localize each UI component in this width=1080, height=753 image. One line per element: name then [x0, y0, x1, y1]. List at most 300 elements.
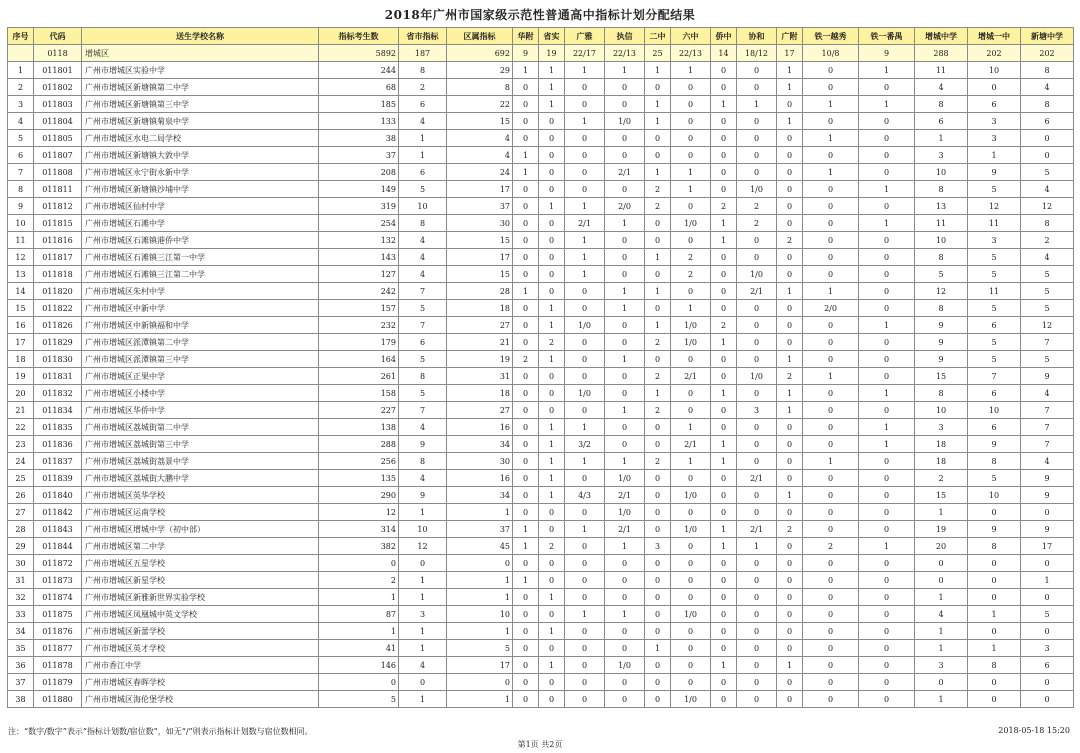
table-cell: 广州市增城区实验中学 — [82, 62, 319, 79]
table-cell: 广州市增城区正果中学 — [82, 368, 319, 385]
table-cell: 广州市增城区运南学校 — [82, 504, 319, 521]
table-cell: 0 — [777, 334, 803, 351]
table-cell: 0 — [539, 215, 565, 232]
table-cell: 1/0 — [605, 657, 645, 674]
table-cell: 31 — [8, 572, 34, 589]
table-cell: 0 — [565, 181, 605, 198]
table-cell: 1/0 — [565, 385, 605, 402]
table-cell: 31 — [447, 368, 513, 385]
table-cell: 2 — [645, 368, 671, 385]
table-cell: 8 — [1021, 62, 1074, 79]
table-row — [8, 487, 1074, 504]
table-cell: 0 — [803, 385, 859, 402]
table-cell: 0 — [539, 130, 565, 147]
table-cell: 24 — [447, 164, 513, 181]
table-cell: 4 — [915, 606, 968, 623]
table-cell: 185 — [319, 96, 399, 113]
table-cell: 0 — [711, 368, 737, 385]
table-cell: 3 — [915, 419, 968, 436]
table-row — [8, 606, 1074, 623]
table-cell: 18/12 — [737, 45, 777, 62]
table-row — [8, 317, 1074, 334]
table-cell: 2/1 — [671, 436, 711, 453]
table-cell: 0 — [859, 249, 915, 266]
table-cell: 广州市增城区石滩镇三江第二中学 — [82, 266, 319, 283]
table-cell: 4 — [1021, 79, 1074, 96]
table-cell: 011805 — [34, 130, 82, 147]
table-cell: 0 — [711, 402, 737, 419]
table-cell: 1 — [968, 606, 1021, 623]
table-cell: 0 — [711, 589, 737, 606]
table-cell: 1 — [859, 96, 915, 113]
table-cell: 1 — [1021, 572, 1074, 589]
table-cell: 1 — [711, 96, 737, 113]
table-cell: 0 — [803, 657, 859, 674]
table-row — [8, 266, 1074, 283]
table-cell: 1 — [671, 62, 711, 79]
table-cell: 1 — [859, 419, 915, 436]
table-cell: 2/1 — [605, 164, 645, 181]
table-cell: 6 — [399, 334, 447, 351]
table-cell: 6 — [1021, 657, 1074, 674]
table-cell — [8, 45, 34, 62]
table-cell: 011842 — [34, 504, 82, 521]
table-cell: 0 — [777, 419, 803, 436]
table-cell: 0 — [777, 181, 803, 198]
table-cell: 0 — [1021, 691, 1074, 708]
table-cell: 0 — [737, 623, 777, 640]
table-cell: 138 — [319, 419, 399, 436]
table-cell: 1/0 — [737, 181, 777, 198]
table-cell: 011880 — [34, 691, 82, 708]
table-cell: 011822 — [34, 300, 82, 317]
table-cell: 0 — [803, 181, 859, 198]
table-cell: 0 — [711, 300, 737, 317]
table-row — [8, 589, 1074, 606]
table-cell: 0 — [565, 589, 605, 606]
table-cell: 15 — [915, 487, 968, 504]
table-cell: 1 — [968, 147, 1021, 164]
table-cell: 1 — [319, 589, 399, 606]
table-cell: 0 — [777, 198, 803, 215]
table-cell: 0 — [711, 470, 737, 487]
table-cell: 12 — [8, 249, 34, 266]
table-cell: 1 — [513, 164, 539, 181]
table-cell: 33 — [8, 606, 34, 623]
table-cell: 1 — [539, 79, 565, 96]
table-cell: 0 — [859, 113, 915, 130]
table-cell: 1 — [777, 385, 803, 402]
table-cell: 0 — [777, 470, 803, 487]
table-cell: 3 — [645, 538, 671, 555]
table-cell: 5 — [1021, 164, 1074, 181]
table-cell: 增城区 — [82, 45, 319, 62]
footnote: 注：“数字/数字”表示“指标计划数/宿位数”，如无“/”则表示指标计划数与宿位数相同。 — [8, 727, 313, 736]
table-cell: 1/0 — [605, 470, 645, 487]
table-cell: 0 — [645, 504, 671, 521]
table-cell: 0 — [711, 249, 737, 266]
table-cell: 5 — [968, 249, 1021, 266]
table-cell: 0 — [803, 79, 859, 96]
table-cell: 0 — [605, 79, 645, 96]
table-cell: 4 — [915, 79, 968, 96]
table-cell: 9 — [1021, 487, 1074, 504]
table-cell: 0 — [671, 555, 711, 572]
column-header: 广附 — [777, 28, 803, 45]
table-cell: 34 — [447, 436, 513, 453]
table-cell: 2/0 — [803, 300, 859, 317]
table-cell: 0 — [319, 674, 399, 691]
table-cell: 692 — [447, 45, 513, 62]
table-cell: 0 — [859, 198, 915, 215]
table-cell: 0 — [859, 300, 915, 317]
table-cell: 28 — [447, 283, 513, 300]
table-cell: 0 — [565, 674, 605, 691]
table-cell: 35 — [8, 640, 34, 657]
table-row — [8, 198, 1074, 215]
table-cell: 0 — [711, 113, 737, 130]
table-cell: 10/8 — [803, 45, 859, 62]
table-cell: 1 — [777, 487, 803, 504]
table-cell: 0 — [513, 555, 539, 572]
table-cell: 0 — [737, 419, 777, 436]
table-cell: 135 — [319, 470, 399, 487]
table-cell: 5 — [968, 351, 1021, 368]
table-cell: 28 — [8, 521, 34, 538]
table-cell: 7 — [1021, 436, 1074, 453]
table-cell: 0 — [859, 147, 915, 164]
table-cell: 1 — [915, 691, 968, 708]
table-cell: 1 — [711, 521, 737, 538]
table-cell: 1 — [671, 164, 711, 181]
table-cell: 1 — [777, 113, 803, 130]
table-cell: 10 — [915, 402, 968, 419]
table-cell: 1 — [399, 147, 447, 164]
table-cell: 0 — [777, 453, 803, 470]
table-row — [8, 657, 1074, 674]
table-cell: 1 — [539, 351, 565, 368]
table-cell: 1 — [399, 130, 447, 147]
table-cell: 5 — [1021, 351, 1074, 368]
table-row — [8, 419, 1074, 436]
table-cell: 0 — [777, 538, 803, 555]
table-cell: 0 — [968, 555, 1021, 572]
table-cell: 1 — [605, 606, 645, 623]
table-cell: 149 — [319, 181, 399, 198]
table-cell: 011801 — [34, 62, 82, 79]
table-cell: 1 — [711, 215, 737, 232]
table-cell: 5 — [399, 300, 447, 317]
table-cell: 1 — [539, 300, 565, 317]
table-cell: 0 — [645, 147, 671, 164]
table-cell: 0 — [539, 181, 565, 198]
table-cell: 广州市增城区小楼中学 — [82, 385, 319, 402]
table-cell: 广州市增城区英华学校 — [82, 487, 319, 504]
table-cell: 011829 — [34, 334, 82, 351]
column-header: 省市指标 — [399, 28, 447, 45]
table-cell: 0 — [777, 317, 803, 334]
table-cell: 广州市增城区石滩镇三江第一中学 — [82, 249, 319, 266]
table-cell: 202 — [1021, 45, 1074, 62]
table-cell: 1 — [565, 521, 605, 538]
table-cell: 1 — [737, 538, 777, 555]
table-row — [8, 300, 1074, 317]
table-cell: 1 — [539, 96, 565, 113]
table-cell: 18 — [915, 453, 968, 470]
table-cell: 8 — [1021, 96, 1074, 113]
table-cell: 0 — [737, 147, 777, 164]
table-cell: 1 — [645, 249, 671, 266]
table-cell: 1 — [399, 589, 447, 606]
table-cell: 0 — [671, 113, 711, 130]
table-cell: 34 — [447, 487, 513, 504]
table-cell: 0 — [565, 79, 605, 96]
table-cell: 0 — [737, 555, 777, 572]
table-row — [8, 640, 1074, 657]
table-cell: 15 — [447, 266, 513, 283]
table-cell: 0 — [565, 368, 605, 385]
table-cell: 15 — [8, 300, 34, 317]
table-cell: 0 — [513, 504, 539, 521]
table-cell: 0 — [803, 198, 859, 215]
table-cell: 0 — [513, 402, 539, 419]
table-cell: 2/1 — [605, 487, 645, 504]
table-cell: 0 — [565, 334, 605, 351]
table-cell: 1 — [513, 538, 539, 555]
table-cell: 0 — [565, 300, 605, 317]
table-cell: 0 — [645, 589, 671, 606]
table-cell: 11 — [968, 215, 1021, 232]
table-cell: 011808 — [34, 164, 82, 181]
table-cell: 29 — [8, 538, 34, 555]
table-cell: 广州市增城区荔城街第三中学 — [82, 436, 319, 453]
table-cell: 1 — [711, 334, 737, 351]
table-cell: 0 — [399, 555, 447, 572]
table-cell: 0 — [605, 555, 645, 572]
table-cell: 0 — [513, 232, 539, 249]
table-cell: 3 — [968, 232, 1021, 249]
table-cell: 11 — [915, 62, 968, 79]
total-row — [8, 45, 1074, 62]
table-cell: 1 — [605, 453, 645, 470]
table-cell: 1/0 — [671, 521, 711, 538]
table-cell: 2 — [1021, 232, 1074, 249]
table-cell: 1 — [539, 657, 565, 674]
table-cell: 0 — [803, 317, 859, 334]
table-cell: 0 — [671, 538, 711, 555]
table-cell: 9 — [915, 334, 968, 351]
table-cell: 1 — [539, 470, 565, 487]
table-cell: 2 — [539, 538, 565, 555]
table-cell: 0 — [711, 147, 737, 164]
table-cell: 1 — [645, 164, 671, 181]
table-cell: 14 — [8, 283, 34, 300]
table-cell: 2/1 — [565, 215, 605, 232]
table-cell: 0 — [645, 487, 671, 504]
table-cell: 4 — [399, 249, 447, 266]
table-cell: 1/0 — [671, 334, 711, 351]
table-cell: 8 — [915, 300, 968, 317]
table-cell: 21 — [8, 402, 34, 419]
table-cell: 1 — [859, 317, 915, 334]
table-cell: 9 — [968, 521, 1021, 538]
table-cell: 0 — [539, 606, 565, 623]
table-cell: 5 — [968, 300, 1021, 317]
table-cell: 0 — [737, 232, 777, 249]
table-cell: 1 — [539, 623, 565, 640]
table-cell: 广州市增城区新塘镇沙埔中学 — [82, 181, 319, 198]
table-cell: 2 — [671, 249, 711, 266]
table-cell: 0 — [803, 334, 859, 351]
table-cell: 广州市增城区荔城街第二中学 — [82, 419, 319, 436]
table-cell: 0 — [859, 164, 915, 181]
column-header: 铁一番禺 — [859, 28, 915, 45]
table-cell: 0 — [671, 232, 711, 249]
table-cell: 1 — [565, 419, 605, 436]
table-cell: 011844 — [34, 538, 82, 555]
table-cell: 0 — [513, 657, 539, 674]
table-row — [8, 436, 1074, 453]
table-cell: 1 — [399, 504, 447, 521]
table-cell: 广州市增城区五星学校 — [82, 555, 319, 572]
table-cell: 9 — [1021, 470, 1074, 487]
table-cell: 1 — [447, 589, 513, 606]
allocation-table — [7, 27, 1074, 708]
table-cell: 广州市增城区中新镇福和中学 — [82, 317, 319, 334]
table-cell: 1 — [565, 62, 605, 79]
column-header: 侨中 — [711, 28, 737, 45]
table-cell: 19 — [539, 45, 565, 62]
table-cell: 187 — [399, 45, 447, 62]
table-cell: 4 — [399, 470, 447, 487]
table-cell: 0 — [513, 674, 539, 691]
table-cell: 16 — [447, 470, 513, 487]
table-cell: 164 — [319, 351, 399, 368]
table-cell: 0 — [803, 470, 859, 487]
table-cell: 011879 — [34, 674, 82, 691]
table-cell: 0 — [777, 96, 803, 113]
table-cell: 1 — [671, 453, 711, 470]
table-cell: 1 — [671, 419, 711, 436]
table-cell: 2 — [513, 351, 539, 368]
table-cell: 0 — [777, 164, 803, 181]
table-cell: 0 — [539, 232, 565, 249]
table-cell: 1 — [605, 538, 645, 555]
table-cell: 0 — [671, 130, 711, 147]
table-cell: 1 — [671, 300, 711, 317]
table-row — [8, 385, 1074, 402]
table-cell: 0 — [859, 470, 915, 487]
table-cell: 0 — [859, 572, 915, 589]
table-cell: 2 — [711, 198, 737, 215]
table-cell: 1 — [859, 181, 915, 198]
table-cell: 3 — [737, 402, 777, 419]
table-cell: 011830 — [34, 351, 82, 368]
column-header: 省实 — [539, 28, 565, 45]
table-cell: 4 — [399, 113, 447, 130]
table-cell: 2 — [645, 198, 671, 215]
table-cell: 0 — [645, 266, 671, 283]
table-cell: 0 — [1021, 504, 1074, 521]
table-cell: 0 — [915, 555, 968, 572]
table-cell: 0 — [645, 300, 671, 317]
table-cell: 0 — [737, 589, 777, 606]
table-cell: 0 — [539, 147, 565, 164]
table-cell: 0 — [605, 589, 645, 606]
table-cell: 0 — [645, 606, 671, 623]
table-cell: 10 — [968, 62, 1021, 79]
table-cell: 0 — [803, 266, 859, 283]
table-cell: 0 — [513, 215, 539, 232]
table-cell: 0 — [319, 555, 399, 572]
table-cell: 2/1 — [671, 368, 711, 385]
table-cell: 0 — [803, 351, 859, 368]
table-cell: 0 — [711, 351, 737, 368]
table-cell: 广州市增城区新塘镇第三中学 — [82, 96, 319, 113]
table-cell: 0 — [1021, 555, 1074, 572]
table-cell: 0 — [447, 674, 513, 691]
column-header: 广雅 — [565, 28, 605, 45]
table-cell: 3 — [915, 657, 968, 674]
table-cell: 37 — [447, 198, 513, 215]
table-cell: 1 — [605, 402, 645, 419]
table-cell: 011832 — [34, 385, 82, 402]
table-cell: 广州市增城区新塘镇第二中学 — [82, 79, 319, 96]
table-cell: 0 — [859, 521, 915, 538]
table-cell: 0 — [513, 181, 539, 198]
table-row — [8, 249, 1074, 266]
table-cell: 0 — [539, 674, 565, 691]
table-cell: 3 — [8, 96, 34, 113]
table-cell: 0 — [671, 79, 711, 96]
table-row — [8, 674, 1074, 691]
table-cell: 9 — [859, 45, 915, 62]
table-cell: 0 — [513, 130, 539, 147]
table-cell: 1 — [565, 249, 605, 266]
table-cell: 广州市增城区凤凰城中英文学校 — [82, 606, 319, 623]
table-cell: 2 — [399, 79, 447, 96]
table-cell: 广州市增城区石滩镇港侨中学 — [82, 232, 319, 249]
table-cell: 0 — [565, 504, 605, 521]
table-cell: 12 — [1021, 198, 1074, 215]
table-cell: 27 — [447, 317, 513, 334]
table-cell: 0 — [803, 623, 859, 640]
table-cell: 19 — [915, 521, 968, 538]
table-cell: 0 — [645, 657, 671, 674]
table-cell: 2 — [319, 572, 399, 589]
table-cell: 0 — [1021, 674, 1074, 691]
table-cell: 1 — [711, 453, 737, 470]
table-cell: 011831 — [34, 368, 82, 385]
table-cell: 1 — [539, 436, 565, 453]
column-header: 华附 — [513, 28, 539, 45]
table-cell: 3 — [968, 130, 1021, 147]
table-cell: 1 — [803, 164, 859, 181]
table-cell: 0 — [565, 283, 605, 300]
table-row — [8, 691, 1074, 708]
table-cell: 0 — [645, 691, 671, 708]
table-cell: 1 — [8, 62, 34, 79]
table-cell: 0 — [513, 623, 539, 640]
table-cell: 1 — [539, 453, 565, 470]
table-cell: 0 — [1021, 623, 1074, 640]
table-cell: 1 — [539, 419, 565, 436]
table-cell: 0 — [859, 368, 915, 385]
table-cell: 12 — [968, 198, 1021, 215]
table-cell: 256 — [319, 453, 399, 470]
table-cell: 5 — [968, 334, 1021, 351]
table-cell: 5 — [915, 266, 968, 283]
